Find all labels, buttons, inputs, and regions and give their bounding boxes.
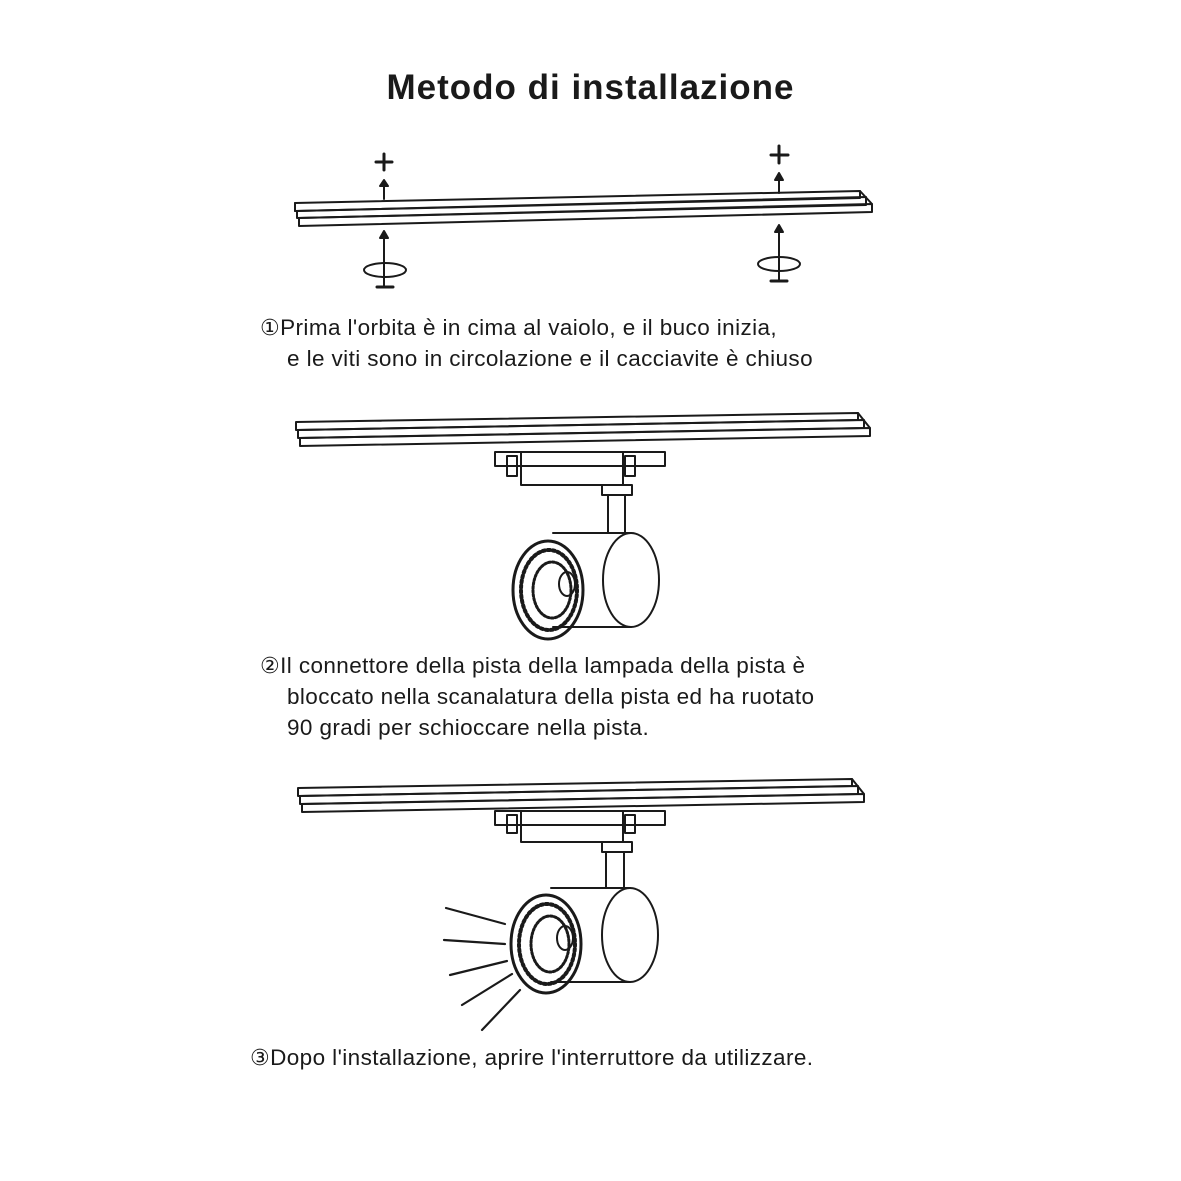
step-3-line-1: Dopo l'installazione, aprire l'interruttore da utilizzare. — [270, 1045, 814, 1070]
step-2-line-3: 90 gradi per schioccare nella pista. — [287, 715, 650, 740]
figure-2-rail-spotlight — [296, 413, 870, 639]
step-2-line-2: bloccato nella scanalatura della pista ed ha ruotato — [287, 684, 815, 709]
lamp-stem-2 — [608, 495, 625, 533]
step-1-number: ① — [260, 315, 281, 340]
step-2-text — [260, 650, 814, 743]
track-rail-1 — [295, 191, 872, 226]
track-rail-3 — [298, 779, 864, 812]
step-1-line-1: Prima l'orbita è in cima al vaiolo, e il buco inizia, — [280, 315, 778, 340]
track-adapter-2 — [495, 452, 665, 495]
step-2-number: ② — [260, 653, 281, 678]
track-rail-2 — [296, 413, 870, 446]
page-title: Metodo di installazione — [386, 68, 795, 107]
lamp-stem-3 — [606, 852, 624, 887]
screw-left — [364, 154, 406, 287]
step-1-line-2: e le viti sono in circolazione e il cacciavite è chiuso — [287, 346, 813, 371]
lamp-lens-2 — [513, 541, 583, 639]
step-1-text — [260, 312, 813, 374]
figure-1-rail-screws — [295, 146, 872, 287]
track-adapter-3 — [495, 811, 665, 852]
lamp-lens-3 — [511, 895, 581, 993]
step-3-number: ③ — [250, 1045, 271, 1070]
figure-3-rail-spotlight-on — [298, 779, 864, 1030]
step-2-line-1: Il connettore della pista della lampada della pista è — [280, 653, 806, 678]
light-rays — [444, 908, 520, 1030]
step-3-text — [250, 1042, 813, 1073]
